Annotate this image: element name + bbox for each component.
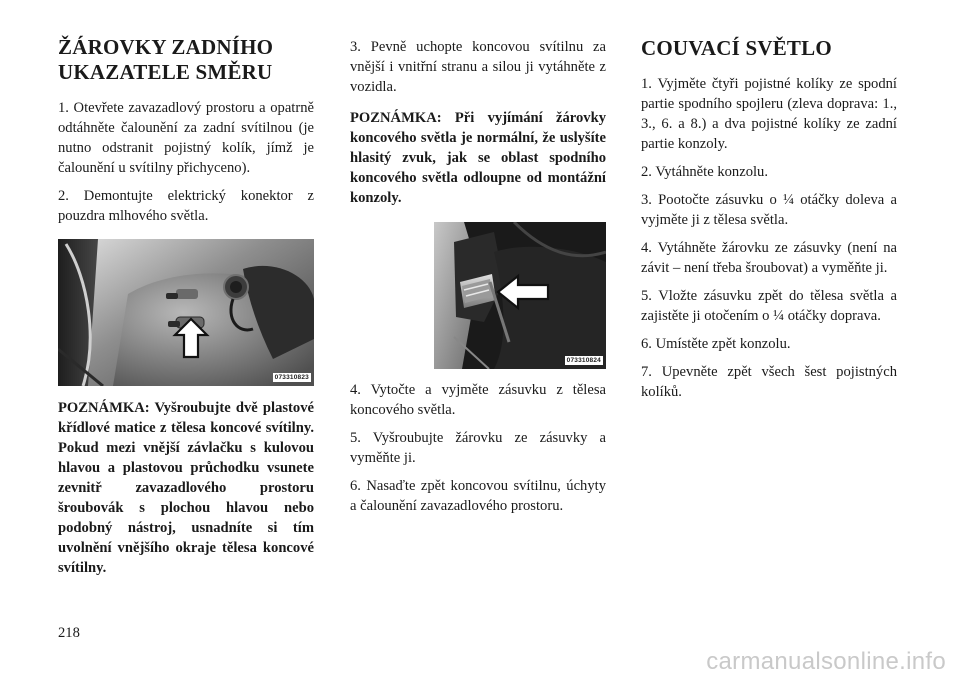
step-3-text: 3. Pootočte zásuvku o ¼ otáčky doleva a vyjměte ji z tělesa světla.	[641, 192, 897, 228]
step-3-text: 3. Pevně uchopte koncovou svítilnu za vnější i vnitřní stranu a silou ji vytáhněte z vozidla.	[350, 39, 606, 95]
figure-code: 073310823	[274, 374, 309, 381]
figure-code: 073310824	[566, 357, 601, 364]
step-2-text: 2. Demontujte elektrický konektor z pouzdra mlhového světla.	[58, 188, 314, 224]
left-column	[58, 0, 314, 578]
trunk-lining-figure	[58, 239, 314, 386]
section-heading-backup-light: COUVACÍ SVĚTLO	[641, 36, 832, 60]
step-5-text: 5. Vložte zásuvku zpět do tělesa světla a zajistěte ji otočením o ¼ otáčky doprava.	[641, 288, 897, 324]
page-number: 218	[58, 625, 80, 641]
watermark: carmanualsonline.info	[706, 648, 946, 675]
step-4-text: 4. Vytáhněte žárovku ze zásuvky (není na závit – není třeba šroubovat) a vyměňte ji.	[641, 240, 897, 276]
section-heading-turn-signal: ŽÁROVKY ZADNÍHO UKAZATELE SMĚRU	[58, 35, 274, 84]
step-5-text: 5. Vyšroubujte žárovku ze zásuvky a vyměňte ji.	[350, 430, 606, 466]
trunk-interior-photo	[58, 239, 314, 386]
note-text: POZNÁMKA: Vyšroubujte dvě plastové křídlové matice z tělesa koncové svítilny. Pokud mezi vnější závlačku s kulovou hlavou a plastovou průchodku vsunete zevnitř zavazadlového prostoru šroubovák s plochou hlavou nebo podobný nástroj, usnadníte si tím uvolnění vnějšího okraje tělesa koncové svítilny.	[58, 400, 314, 576]
step-6-text: 6. Nasaďte zpět koncovou svítilnu, úchyty a čalounění zavazadlového prostoru.	[350, 478, 606, 514]
step-2-text: 2. Vytáhněte konzolu.	[641, 164, 768, 180]
step-6-text: 6. Umístěte zpět konzolu.	[641, 336, 791, 352]
middle-column	[350, 0, 606, 516]
taillight-removal-figure	[434, 222, 606, 369]
step-7-text: 7. Upevněte zpět všech šest pojistných kolíků.	[641, 364, 897, 400]
note-text: POZNÁMKA: Při vyjímání žárovky koncového světla je normální, že uslyšíte hlasitý zvuk, jak se oblast spodního koncového světla odloupne od montážní konzoly.	[350, 110, 606, 206]
step-4-text: 4. Vytočte a vyjměte zásuvku z tělesa koncového světla.	[350, 382, 606, 418]
taillight-photo	[434, 222, 606, 369]
right-column	[641, 0, 897, 402]
step-1-text: 1. Otevřete zavazadlový prostoru a opatrně odtáhněte čalounění za zadní svítilnou (je nutno odstranit pojistný kolík, jímž je čalounění u svítilny přichyceno).	[58, 100, 314, 176]
step-1-text: 1. Vyjměte čtyři pojistné kolíky ze spodní partie spodního spojleru (zleva doprava: 1., 3., 6. a 8.) a dva pojistné kolíky ze zadní partie konzoly.	[641, 76, 897, 152]
